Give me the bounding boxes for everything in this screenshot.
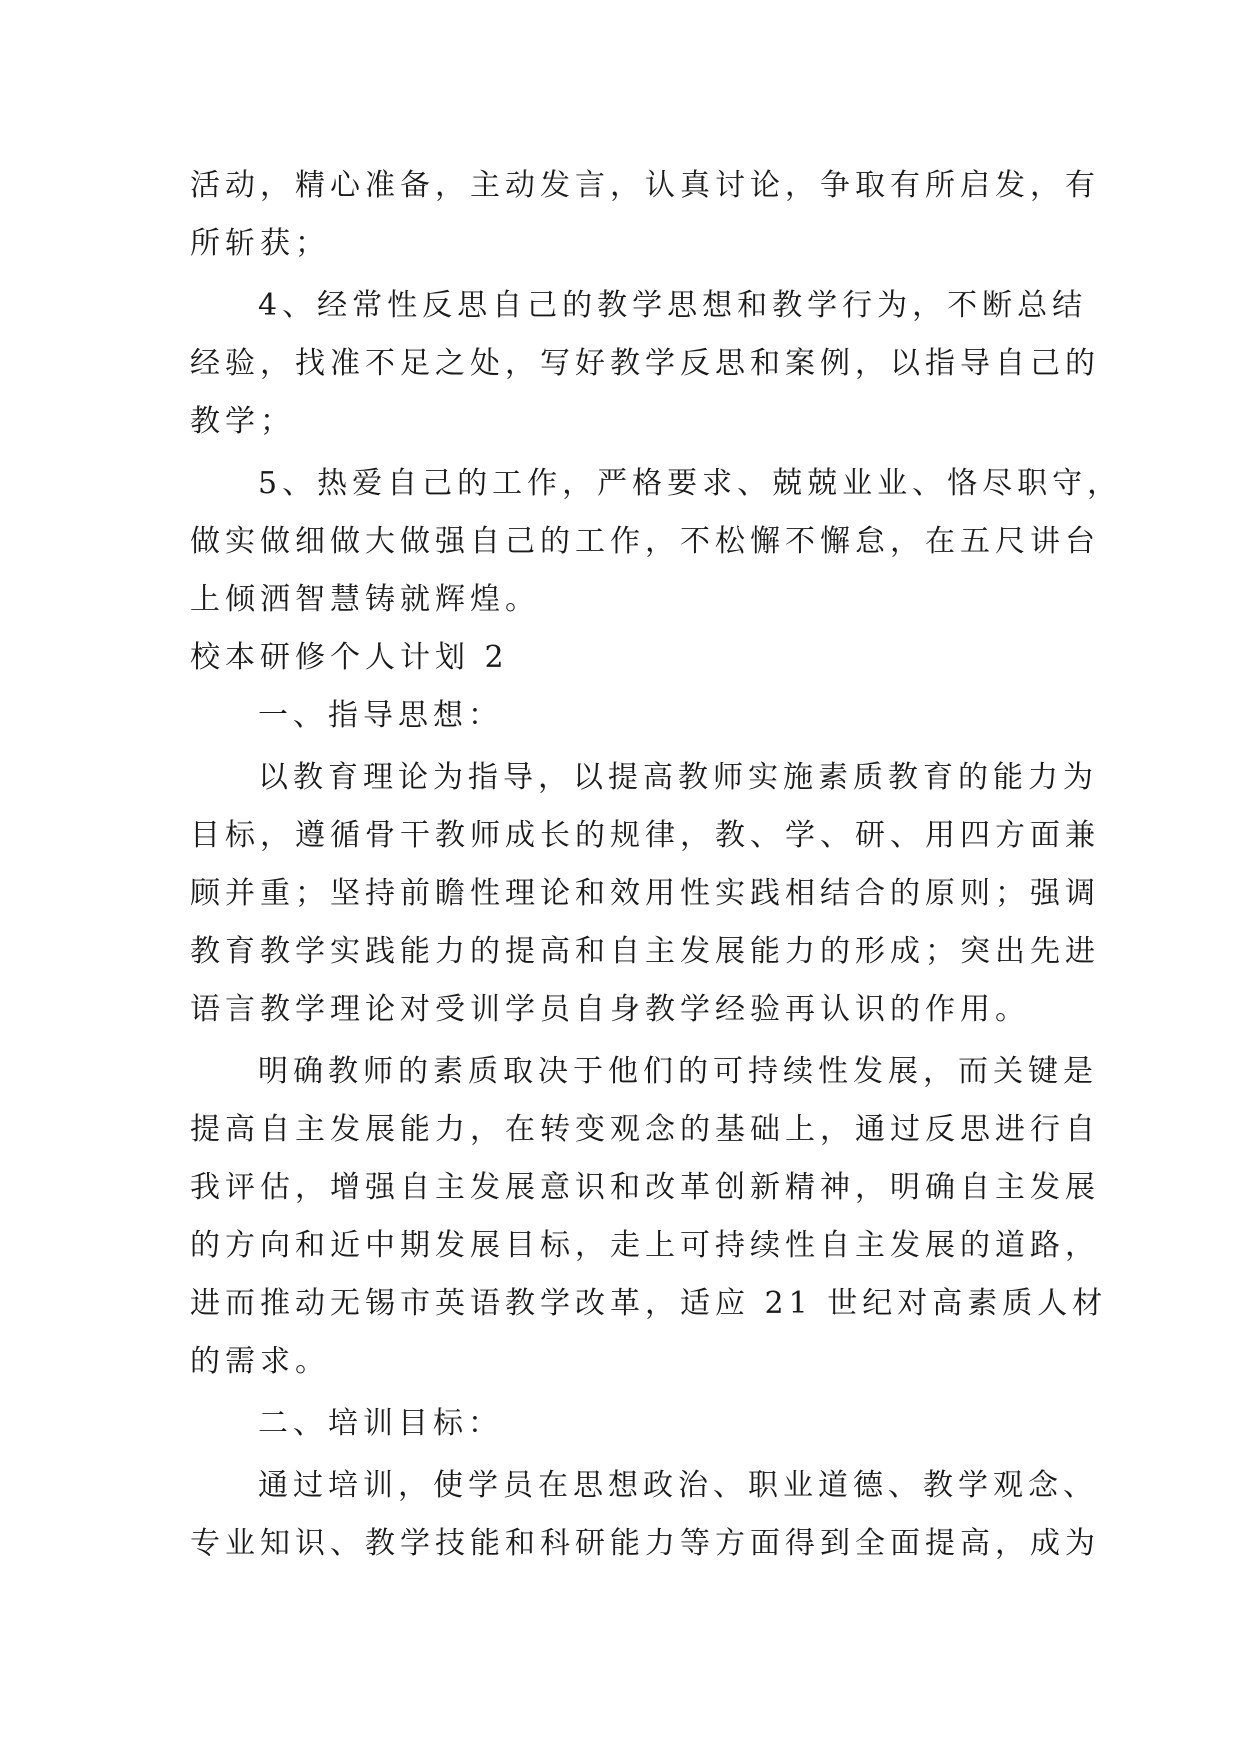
section-title: 校本研修个人计划 2: [190, 640, 509, 675]
paragraph-line: 我评估，增强自主发展意识和改革创新精神，明确自主发展: [190, 1170, 1100, 1205]
paragraph-line: 进而推动无锡市英语教学改革，适应 21 世纪对高素质人材: [190, 1286, 1108, 1321]
paragraph-line: 明确教师的素质取决于他们的可持续性发展，而关键是: [258, 1054, 1098, 1089]
paragraph-line: 通过培训，使学员在思想政治、职业道德、教学观念、: [258, 1468, 1098, 1503]
paragraph-line: 活动，精心准备，主动发言，认真讨论，争取有所启发，有: [190, 168, 1100, 203]
document-body: [190, 157, 1123, 1573]
paragraph-line: 做实做细做大做强自己的工作，不松懈不懈怠，在五尺讲台: [190, 524, 1100, 559]
section-heading: 二、培训目标：: [258, 1406, 503, 1441]
paragraph-line: 目标，遵循骨干教师成长的规律，教、学、研、用四方面兼: [190, 818, 1100, 853]
paragraph-line: 经验，找准不足之处，写好教学反思和案例，以指导自己的: [190, 346, 1100, 381]
paragraph-line: 所斩获；: [190, 226, 330, 261]
paragraph-line: 4、经常性反思自己的教学思想和教学行为，不断总结: [258, 288, 1088, 323]
paragraph-line: 以教育理论为指导，以提高教师实施素质教育的能力为: [258, 760, 1098, 795]
section-heading: 一、指导思想：: [258, 698, 503, 733]
paragraph-line: 的需求。: [190, 1344, 330, 1379]
paragraph-line: 上倾洒智慧铸就辉煌。: [190, 582, 540, 617]
paragraph-line: 提高自主发展能力，在转变观念的基础上，通过反思进行自: [190, 1112, 1100, 1147]
paragraph-line: 5、热爱自己的工作，严格要求、兢兢业业、恪尽职守，: [258, 466, 1123, 501]
paragraph-line: 教学；: [190, 404, 295, 439]
paragraph-line: 教育教学实践能力的提高和自主发展能力的形成；突出先进: [190, 934, 1100, 969]
paragraph-line: 的方向和近中期发展目标，走上可持续性自主发展的道路，: [190, 1228, 1100, 1263]
paragraph-line: 顾并重；坚持前瞻性理论和效用性实践相结合的原则；强调: [190, 876, 1100, 911]
paragraph-line: 语言教学理论对受训学员自身教学经验再认识的作用。: [190, 992, 1030, 1027]
paragraph-line: 专业知识、教学技能和科研能力等方面得到全面提高，成为: [190, 1526, 1100, 1561]
